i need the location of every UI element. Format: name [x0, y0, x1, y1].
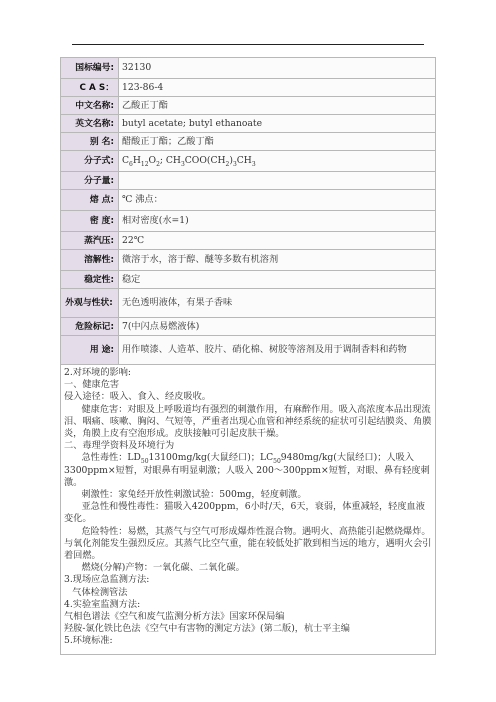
- field-label: C A S：: [61, 79, 119, 97]
- paragraph: 亚急性和慢性毒性：猫吸入4200ppm，6小时/天，6天，衰弱，体重减轻，轻度血液变化。: [64, 501, 425, 525]
- field-value: [119, 172, 436, 190]
- field-label: 分子式:: [61, 151, 119, 172]
- formula-value: $C_6H_{12}O_2$; $CH_3COO(CH_2)_3CH_3$: [119, 151, 436, 172]
- table-row: [61, 250, 436, 271]
- field-label: 外观与性状:: [61, 289, 119, 318]
- section-heading: 3.现场应急监测方法:: [64, 574, 150, 586]
- field-value: ℃ 沸点：: [119, 190, 436, 211]
- field-value: 相对密度(水=1): [119, 211, 436, 232]
- table-row: [61, 190, 436, 211]
- field-label: 英文名称:: [61, 115, 119, 133]
- paragraph: 健康危害：对眼及上呼吸道均有强烈的刺激作用，有麻醉作用。吸入高浓度本品出现流泪、咽痛、咳嗽、胸闷、气短等，严重者出现心血管和神经系统的症状可引起结膜炎、角膜炎，角膜上皮有空泡形成。皮肤接触可引起皮肤干燥。: [64, 403, 432, 440]
- field-label: 密 度:: [61, 211, 119, 232]
- section-heading: 5.环境标准:: [64, 635, 113, 647]
- paragraph: 气相色谱法《空气和废气监测分析方法》国家环保局编: [64, 611, 285, 623]
- table-row: [61, 97, 436, 115]
- field-value: 无色透明液体，有果子香味: [119, 289, 436, 318]
- field-label: 蒸汽压:: [61, 232, 119, 250]
- table-row: [61, 271, 436, 289]
- field-value: 用作喷漆、人造革、胶片、硝化棉、树胶等溶剂及用于调制香料和药物: [119, 336, 436, 365]
- field-label: 用 途:: [61, 336, 119, 365]
- field-value: 稳定: [119, 271, 436, 289]
- field-label: 溶解性:: [61, 250, 119, 271]
- field-label: 国标编号:: [61, 58, 119, 79]
- field-label: 别 名:: [61, 133, 119, 151]
- subsection-heading: 二、毒理学资料及环境行为: [64, 440, 175, 452]
- section-heading: 2.对环境的影响:: [64, 367, 131, 378]
- paragraph: 羟胺-氯化铁比色法《空气中有害物的测定方法》(第二版)，杭士平主编: [64, 623, 350, 635]
- msds-sheet: [60, 57, 436, 655]
- section-heading: 4.实验室监测方法:: [64, 598, 141, 610]
- field-value: 22℃: [119, 232, 436, 250]
- field-value: 乙酸正丁酯: [119, 97, 436, 115]
- table-row: [61, 151, 436, 172]
- paragraph: 燃烧(分解)产物：一氧化碳、二氧化碳。: [81, 562, 245, 574]
- paragraph: 侵入途径：吸入、食入、经皮吸收。: [64, 391, 211, 403]
- table-row: [61, 79, 436, 97]
- field-value: 7(中闪点易燃液体): [119, 318, 436, 336]
- field-label: 分子量:: [61, 172, 119, 190]
- table-row: [61, 172, 436, 190]
- header-rule: [72, 44, 424, 45]
- field-value: butyl acetate; butyl ethanoate: [119, 115, 436, 133]
- paragraph: 刺激性：家兔经开放性刺激试验：500mg，轻度刺激。: [81, 489, 307, 501]
- field-value: 123-86-4: [119, 79, 436, 97]
- table-row: [61, 58, 436, 79]
- field-label: 中文名称:: [61, 97, 119, 115]
- table-row: [61, 115, 436, 133]
- table-row: [61, 336, 436, 365]
- field-value: 微溶于水，溶于醇、醚等多数有机溶剂: [119, 250, 436, 271]
- paragraph: 危险特性：易燃，其蒸气与空气可形成爆炸性混合物。遇明火、高热能引起燃烧爆炸。与氧化剂能发生强烈反应。其蒸气比空气重，能在较低处扩散到相当远的地方，遇明火会引着回燃。: [64, 525, 432, 562]
- table-row: [61, 211, 436, 232]
- field-label: 危险标记:: [61, 318, 119, 336]
- paragraph: 气体检测管法: [72, 586, 128, 598]
- table-row: [61, 133, 436, 151]
- table-row: [61, 318, 436, 336]
- table-row: [61, 232, 436, 250]
- subsection-heading: 一、健康危害: [64, 379, 120, 391]
- paragraph: 急性毒性：$LD_{50}13100mg/kg$(大鼠经口)；$LC_{50}9480mg/kg$(大鼠经口)；人吸入3300ppm×短暂，对眼鼻有明显刺激；人吸入 200～300ppm×短暂，对眼、鼻有轻度刺激。: [64, 452, 430, 488]
- environment-details: [60, 365, 436, 655]
- field-label: 稳定性:: [61, 271, 119, 289]
- field-label: 熔 点:: [61, 190, 119, 211]
- properties-table: [60, 57, 436, 365]
- table-row: [61, 289, 436, 318]
- field-value: 醋酸正丁酯；乙酸丁酯: [119, 133, 436, 151]
- field-value: 32130: [119, 58, 436, 79]
